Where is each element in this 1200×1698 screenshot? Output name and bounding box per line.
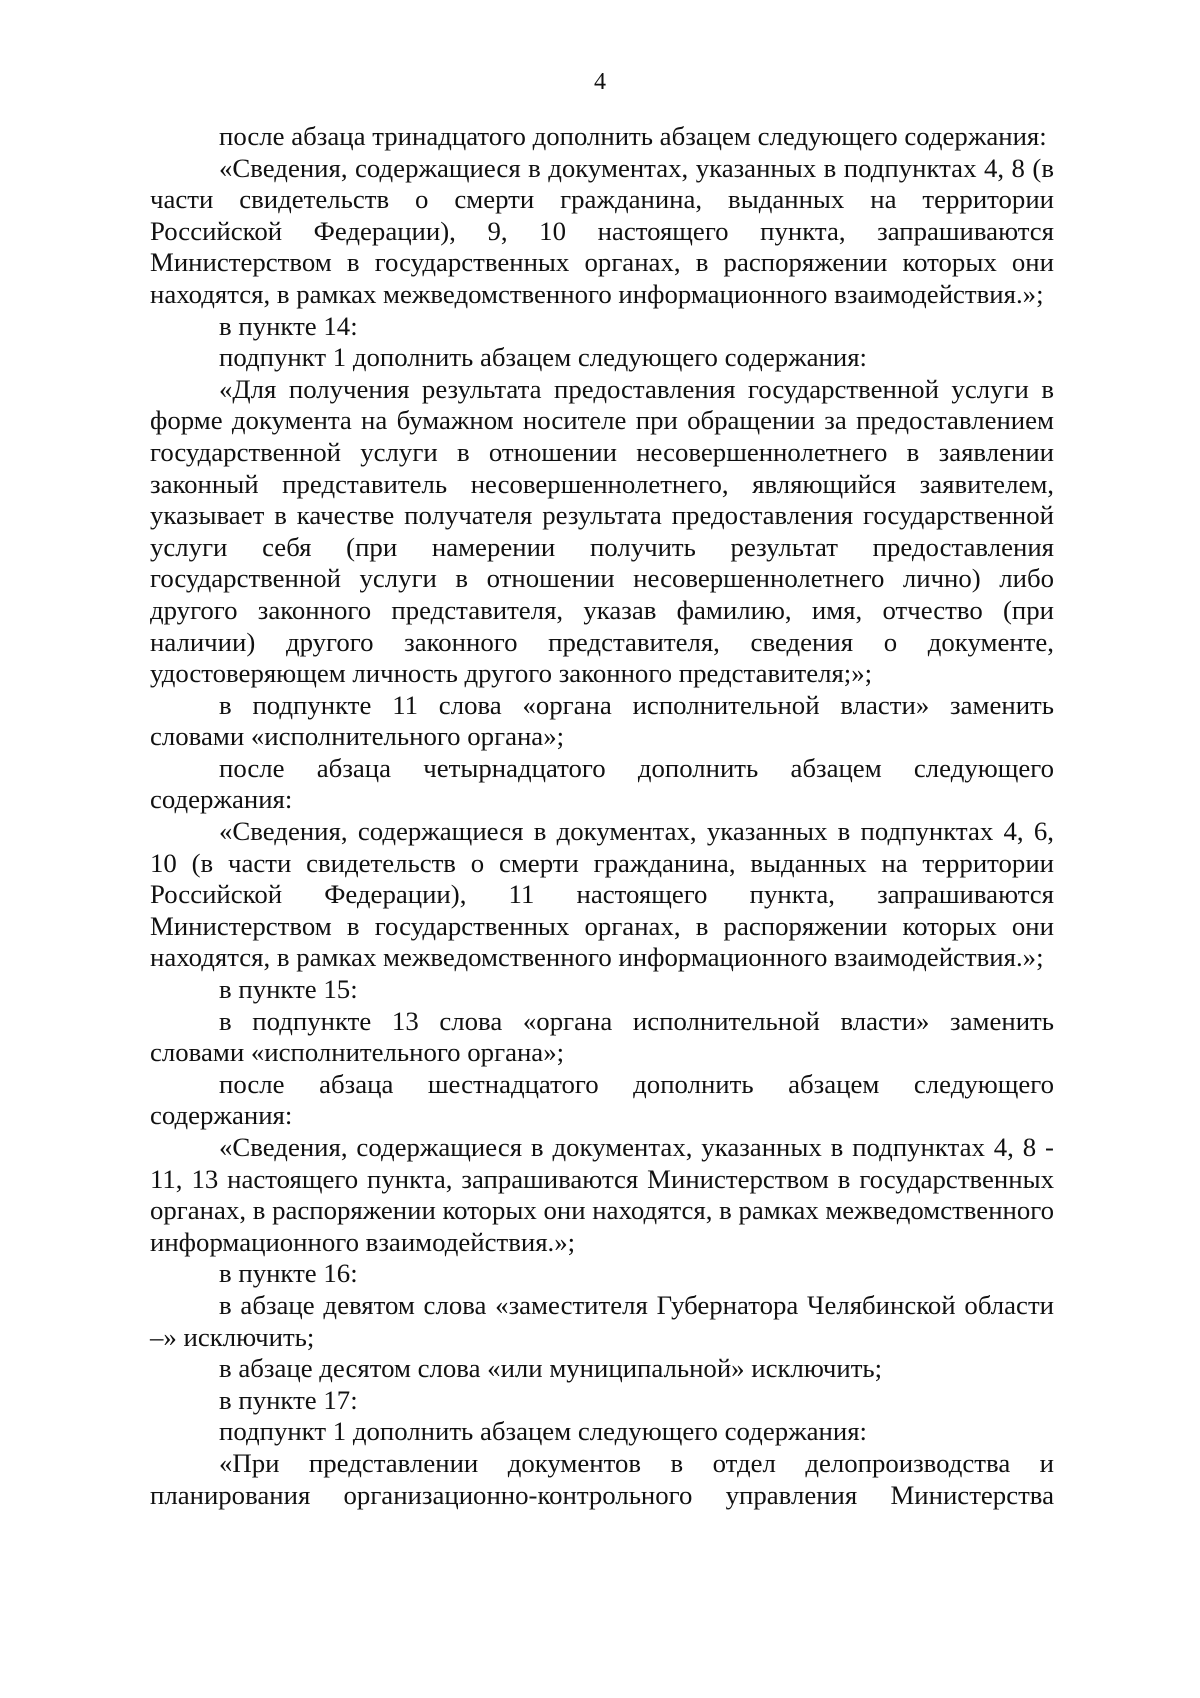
paragraph: в подпункте 11 слова «органа исполнительной власти» заменить словами «исполнительного органа»;: [150, 689, 1054, 752]
paragraph: «Для получения результата предоставления государственной услуги в форме документа на бумажном носителе при обращении за предоставлением государственной услуги в отношении несовершеннолетнего в заявлении законный представитель несовершеннолетнего, являющийся заявителем, указывает в качестве получателя результата предоставления государственной услуги себя (при намерении получить результат предоставления государственной услуги в отношении несовершеннолетнего лично) либо другого законного представителя, указав фамилию, имя, отчество (при наличии) другого законного представителя, сведения о документе, удостоверяющем личность другого законного представителя;»;: [150, 373, 1054, 689]
paragraph: «Сведения, содержащиеся в документах, указанных в подпунктах 4, 6, 10 (в части свидетельств о смерти гражданина, выданных на территории Российской Федерации), 11 настоящего пункта, запрашиваются Министерством в государственных органах, в распоряжении которых они находятся, в рамках межведомственного информационного взаимодействия.»;: [150, 816, 1054, 973]
paragraph: в абзаце десятом слова «или муниципальной» исключить;: [219, 1353, 883, 1384]
paragraph: после абзаца тринадцатого дополнить абзацем следующего содержания:: [219, 121, 1047, 151]
paragraph: в пункте 14:: [219, 310, 358, 341]
document-body: [150, 121, 1054, 1511]
paragraph: подпункт 1 дополнить абзацем следующего содержания:: [219, 342, 867, 373]
paragraph: в подпункте 13 слова «органа исполнительной власти» заменить словами «исполнительного органа»;: [150, 1005, 1054, 1068]
paragraph: в пункте 15:: [219, 974, 358, 1005]
paragraph: в пункте 16:: [219, 1258, 358, 1289]
paragraph: подпункт 1 дополнить абзацем следующего содержания:: [219, 1416, 867, 1447]
paragraph: «Сведения, содержащиеся в документах, указанных в подпунктах 4, 8 (в части свидетельств о смерти гражданина, выданных на территории Российской Федерации), 9, 10 настоящего пункта, запрашиваются Министерством в государственных органах, в распоряжении которых они находятся, в рамках межведомственного информационного взаимодействия.»;: [150, 152, 1054, 309]
paragraph: после абзаца четырнадцатого дополнить абзацем следующего содержания:: [150, 752, 1054, 815]
paragraph: после абзаца шестнадцатого дополнить абзацем следующего содержания:: [150, 1068, 1054, 1131]
paragraph: «При представлении документов в отдел делопроизводства и планирования организационно-контрольного управления Министерства: [150, 1447, 1054, 1510]
paragraph: «Сведения, содержащиеся в документах, указанных в подпунктах 4, 8 - 11, 13 настоящего пункта, запрашиваются Министерством в государственных органах, в распоряжении которых они находятся, в рамках межведомственного информационного взаимодействия.»;: [150, 1132, 1054, 1257]
paragraph: в абзаце девятом слова «заместителя Губернатора Челябинской области –» исключить;: [150, 1289, 1054, 1352]
paragraph: в пункте 17:: [219, 1384, 358, 1415]
page-number: 4: [594, 69, 606, 95]
